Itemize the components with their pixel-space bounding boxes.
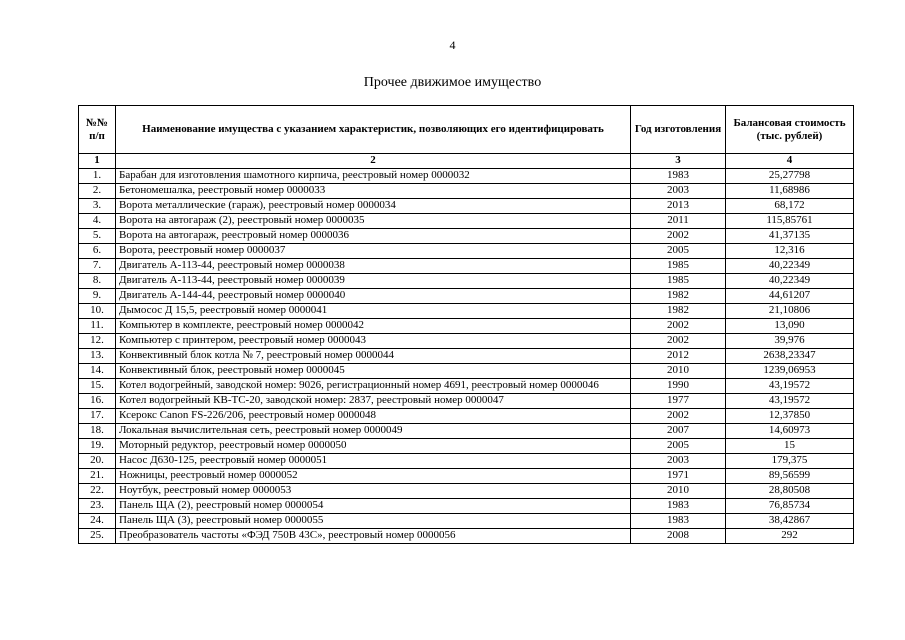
table-row bbox=[79, 469, 854, 484]
row-year-cell: 1983 bbox=[631, 514, 726, 529]
row-name-cell: Двигатель А-113-44, реестровый номер 0000039 bbox=[116, 274, 631, 289]
row-name-cell: Моторный редуктор, реестровый номер 0000050 bbox=[116, 439, 631, 454]
property-table bbox=[78, 105, 854, 544]
row-number-cell: 20. bbox=[79, 454, 116, 469]
row-number-cell: 15. bbox=[79, 379, 116, 394]
row-name-cell: Барабан для изготовления шамотного кирпича, реестровый номер 0000032 bbox=[116, 169, 631, 184]
row-name-cell: Бетономешалка, реестровый номер 0000033 bbox=[116, 184, 631, 199]
row-number-cell: 8. bbox=[79, 274, 116, 289]
row-year-cell: 2011 bbox=[631, 214, 726, 229]
header-year: Год изготовления bbox=[631, 106, 726, 154]
row-value-cell: 39,976 bbox=[726, 334, 854, 349]
table-row bbox=[79, 184, 854, 199]
row-name-cell: Компьютер в комплекте, реестровый номер 0000042 bbox=[116, 319, 631, 334]
table-row bbox=[79, 334, 854, 349]
row-number-cell: 3. bbox=[79, 199, 116, 214]
row-value-cell: 2638,23347 bbox=[726, 349, 854, 364]
row-number-cell: 9. bbox=[79, 289, 116, 304]
row-value-cell: 41,37135 bbox=[726, 229, 854, 244]
row-value-cell: 13,090 bbox=[726, 319, 854, 334]
row-name-cell: Ворота на автогараж (2), реестровый номер 0000035 bbox=[116, 214, 631, 229]
row-number-cell: 12. bbox=[79, 334, 116, 349]
column-number: 1 bbox=[79, 154, 116, 169]
table-row bbox=[79, 454, 854, 469]
column-number: 4 bbox=[726, 154, 854, 169]
row-year-cell: 1982 bbox=[631, 304, 726, 319]
table-row bbox=[79, 244, 854, 259]
row-value-cell: 44,61207 bbox=[726, 289, 854, 304]
table-row bbox=[79, 214, 854, 229]
row-name-cell: Локальная вычислительная сеть, реестровый номер 0000049 bbox=[116, 424, 631, 439]
row-number-cell: 5. bbox=[79, 229, 116, 244]
row-number-cell: 7. bbox=[79, 259, 116, 274]
row-name-cell: Котел водогрейный, заводской номер: 9026, регистрационный номер 4691, реестровый номер 0000046 bbox=[116, 379, 631, 394]
row-name-cell: Панель ЩА (2), реестровый номер 0000054 bbox=[116, 499, 631, 514]
row-year-cell: 2005 bbox=[631, 244, 726, 259]
table-row bbox=[79, 304, 854, 319]
row-value-cell: 14,60973 bbox=[726, 424, 854, 439]
row-year-cell: 2013 bbox=[631, 199, 726, 214]
row-value-cell: 1239,06953 bbox=[726, 364, 854, 379]
row-year-cell: 2010 bbox=[631, 364, 726, 379]
table-row bbox=[79, 199, 854, 214]
row-value-cell: 25,27798 bbox=[726, 169, 854, 184]
row-year-cell: 1985 bbox=[631, 274, 726, 289]
header-row bbox=[79, 106, 854, 154]
row-value-cell: 76,85734 bbox=[726, 499, 854, 514]
row-value-cell: 11,68986 bbox=[726, 184, 854, 199]
table-row bbox=[79, 409, 854, 424]
row-number-cell: 25. bbox=[79, 529, 116, 544]
row-value-cell: 28,80508 bbox=[726, 484, 854, 499]
row-value-cell: 115,85761 bbox=[726, 214, 854, 229]
table-row bbox=[79, 274, 854, 289]
row-value-cell: 12,316 bbox=[726, 244, 854, 259]
row-year-cell: 1982 bbox=[631, 289, 726, 304]
row-name-cell: Ворота металлические (гараж), реестровый номер 0000034 bbox=[116, 199, 631, 214]
table-row bbox=[79, 364, 854, 379]
row-name-cell: Насос Д630-125, реестровый номер 0000051 bbox=[116, 454, 631, 469]
document-title: Прочее движимое имущество bbox=[363, 75, 542, 90]
row-value-cell: 89,56599 bbox=[726, 469, 854, 484]
table-row bbox=[79, 439, 854, 454]
table-row bbox=[79, 349, 854, 364]
table-row bbox=[79, 379, 854, 394]
row-number-cell: 2. bbox=[79, 184, 116, 199]
table-row bbox=[79, 259, 854, 274]
table-row bbox=[79, 169, 854, 184]
row-value-cell: 68,172 bbox=[726, 199, 854, 214]
row-year-cell: 2010 bbox=[631, 484, 726, 499]
table-row bbox=[79, 319, 854, 334]
row-number-cell: 16. bbox=[79, 394, 116, 409]
row-number-cell: 13. bbox=[79, 349, 116, 364]
table-row bbox=[79, 394, 854, 409]
row-year-cell: 2002 bbox=[631, 319, 726, 334]
row-name-cell: Конвективный блок котла № 7, реестровый номер 0000044 bbox=[116, 349, 631, 364]
row-year-cell: 2012 bbox=[631, 349, 726, 364]
row-name-cell: Конвективный блок, реестровый номер 0000045 bbox=[116, 364, 631, 379]
table-row bbox=[79, 424, 854, 439]
row-number-cell: 23. bbox=[79, 499, 116, 514]
row-name-cell: Ноутбук, реестровый номер 0000053 bbox=[116, 484, 631, 499]
header-num: №№ п/п bbox=[79, 106, 116, 154]
header-value: Балансовая стоимость (тыс. рублей) bbox=[726, 106, 854, 154]
row-number-cell: 21. bbox=[79, 469, 116, 484]
row-value-cell: 43,19572 bbox=[726, 379, 854, 394]
row-name-cell: Ксерокс Canon FS-226/206, реестровый номер 0000048 bbox=[116, 409, 631, 424]
row-value-cell: 38,42867 bbox=[726, 514, 854, 529]
row-name-cell: Ворота, реестровый номер 0000037 bbox=[116, 244, 631, 259]
header-name: Наименование имущества с указанием характеристик, позволяющих его идентифицировать bbox=[116, 106, 631, 154]
row-number-cell: 24. bbox=[79, 514, 116, 529]
row-name-cell: Двигатель А-144-44, реестровый номер 0000040 bbox=[116, 289, 631, 304]
row-year-cell: 1977 bbox=[631, 394, 726, 409]
row-year-cell: 1983 bbox=[631, 499, 726, 514]
table-row bbox=[79, 499, 854, 514]
row-year-cell: 2002 bbox=[631, 409, 726, 424]
row-name-cell: Котел водогрейный КВ-ТС-20, заводской номер: 2837, реестровый номер 0000047 bbox=[116, 394, 631, 409]
table-row bbox=[79, 229, 854, 244]
row-number-cell: 4. bbox=[79, 214, 116, 229]
row-year-cell: 2003 bbox=[631, 184, 726, 199]
row-value-cell: 43,19572 bbox=[726, 394, 854, 409]
row-value-cell: 15 bbox=[726, 439, 854, 454]
page-number: 4 bbox=[449, 38, 456, 52]
row-value-cell: 179,375 bbox=[726, 454, 854, 469]
table-row bbox=[79, 484, 854, 499]
column-number: 3 bbox=[631, 154, 726, 169]
row-year-cell: 1983 bbox=[631, 169, 726, 184]
row-number-cell: 14. bbox=[79, 364, 116, 379]
row-number-cell: 17. bbox=[79, 409, 116, 424]
row-number-cell: 1. bbox=[79, 169, 116, 184]
row-name-cell: Панель ЩА (3), реестровый номер 0000055 bbox=[116, 514, 631, 529]
row-value-cell: 40,22349 bbox=[726, 259, 854, 274]
row-year-cell: 2002 bbox=[631, 229, 726, 244]
row-value-cell: 21,10806 bbox=[726, 304, 854, 319]
row-year-cell: 2008 bbox=[631, 529, 726, 544]
row-number-cell: 19. bbox=[79, 439, 116, 454]
table-row bbox=[79, 289, 854, 304]
row-year-cell: 2005 bbox=[631, 439, 726, 454]
row-number-cell: 22. bbox=[79, 484, 116, 499]
row-name-cell: Дымосос Д 15,5, реестровый номер 0000041 bbox=[116, 304, 631, 319]
row-value-cell: 292 bbox=[726, 529, 854, 544]
column-number-row bbox=[79, 154, 854, 169]
row-number-cell: 6. bbox=[79, 244, 116, 259]
row-year-cell: 1985 bbox=[631, 259, 726, 274]
row-year-cell: 1971 bbox=[631, 469, 726, 484]
row-year-cell: 2003 bbox=[631, 454, 726, 469]
row-value-cell: 12,37850 bbox=[726, 409, 854, 424]
table-row bbox=[79, 529, 854, 544]
column-number: 2 bbox=[116, 154, 631, 169]
row-name-cell: Двигатель А-113-44, реестровый номер 0000038 bbox=[116, 259, 631, 274]
row-year-cell: 2007 bbox=[631, 424, 726, 439]
row-name-cell: Ножницы, реестровый номер 0000052 bbox=[116, 469, 631, 484]
table-row bbox=[79, 514, 854, 529]
row-number-cell: 18. bbox=[79, 424, 116, 439]
row-value-cell: 40,22349 bbox=[726, 274, 854, 289]
row-name-cell: Преобразователь частоты «ФЭД 750В 43С», реестровый номер 0000056 bbox=[116, 529, 631, 544]
row-name-cell: Компьютер с принтером, реестровый номер 0000043 bbox=[116, 334, 631, 349]
row-year-cell: 1990 bbox=[631, 379, 726, 394]
row-number-cell: 11. bbox=[79, 319, 116, 334]
row-name-cell: Ворота на автогараж, реестровый номер 0000036 bbox=[116, 229, 631, 244]
row-number-cell: 10. bbox=[79, 304, 116, 319]
row-year-cell: 2002 bbox=[631, 334, 726, 349]
